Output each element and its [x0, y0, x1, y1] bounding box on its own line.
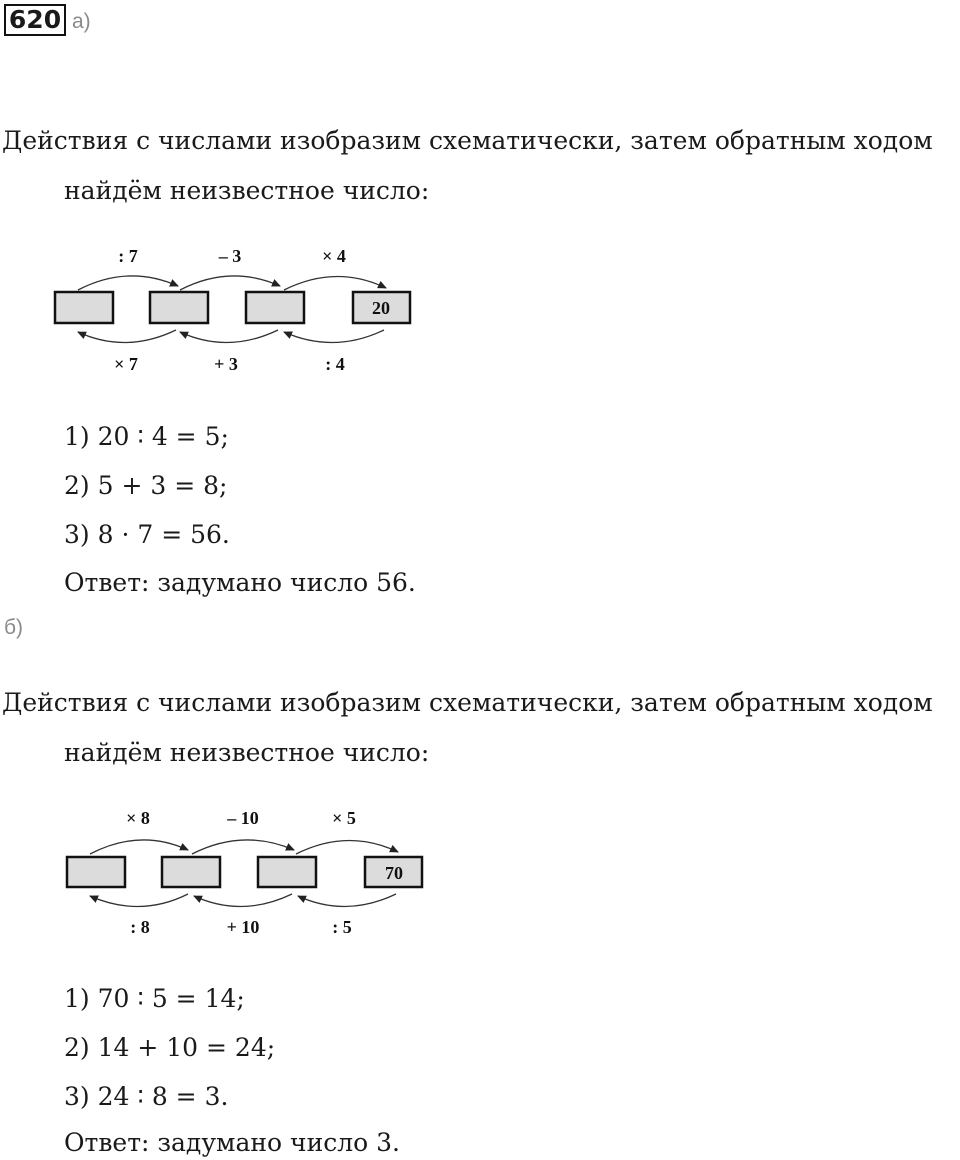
part-b-intro-line2: найдём неизвестное число:	[64, 738, 430, 767]
reverse-arrow-2	[180, 330, 278, 343]
forward-op-3: × 4	[322, 246, 346, 266]
unknown-box-3	[246, 292, 304, 323]
unknown-box-2	[162, 857, 220, 887]
part-a-step-2: 2) 5 + 3 = 8;	[64, 471, 228, 500]
forward-op-3: × 5	[332, 808, 356, 828]
reverse-arrow-1	[78, 330, 176, 343]
part-b-intro-line1: Действия с числами изобразим схематически, затем обратным ходом	[2, 688, 933, 717]
reverse-op-1: : 8	[130, 917, 150, 937]
forward-op-2: – 10	[227, 808, 259, 828]
result-value: 70	[385, 863, 403, 883]
part-b-scheme	[0, 798, 470, 946]
part-b-step-2: 2) 14 + 10 = 24;	[64, 1033, 276, 1062]
reverse-arrow-2	[194, 894, 292, 907]
part-a-intro-line1: Действия с числами изобразим схематически, затем обратным ходом	[2, 126, 933, 155]
result-value: 20	[372, 298, 390, 318]
forward-arrow-2	[180, 276, 280, 290]
unknown-box-1	[55, 292, 113, 323]
reverse-arrow-3	[284, 330, 384, 343]
part-b-step-1: 1) 70 ∶ 5 = 14;	[64, 984, 245, 1013]
forward-op-2: – 3	[218, 246, 242, 266]
reverse-op-1: × 7	[114, 354, 138, 374]
unknown-box-1	[67, 857, 125, 887]
reverse-op-2: + 10	[226, 917, 260, 937]
forward-arrow-1	[90, 840, 188, 854]
forward-op-1: × 8	[126, 808, 150, 828]
reverse-arrow-3	[298, 894, 396, 907]
problem-number: 620	[4, 4, 66, 36]
unknown-box-3	[258, 857, 316, 887]
forward-arrow-3	[296, 840, 398, 854]
forward-arrow-2	[192, 840, 294, 854]
reverse-op-3: : 5	[332, 917, 352, 937]
reverse-op-2: + 3	[214, 354, 238, 374]
part-a-intro-line2: найдём неизвестное число:	[64, 176, 430, 205]
forward-arrow-3	[284, 276, 386, 290]
forward-op-1: : 7	[118, 246, 138, 266]
part-b-label: б)	[4, 616, 24, 639]
unknown-box-2	[150, 292, 208, 323]
part-a-answer: Ответ: задумано число 56.	[64, 568, 416, 597]
part-a-scheme	[0, 236, 460, 384]
part-b-step-3: 3) 24 ∶ 8 = 3.	[64, 1082, 229, 1111]
part-a-label: а)	[72, 10, 91, 33]
part-a-step-3: 3) 8 · 7 = 56.	[64, 520, 230, 549]
part-b-answer: Ответ: задумано число 3.	[64, 1128, 400, 1157]
forward-arrow-1	[78, 276, 178, 290]
part-a-step-1: 1) 20 ∶ 4 = 5;	[64, 422, 229, 451]
reverse-arrow-1	[90, 894, 188, 907]
reverse-op-3: : 4	[325, 354, 345, 374]
